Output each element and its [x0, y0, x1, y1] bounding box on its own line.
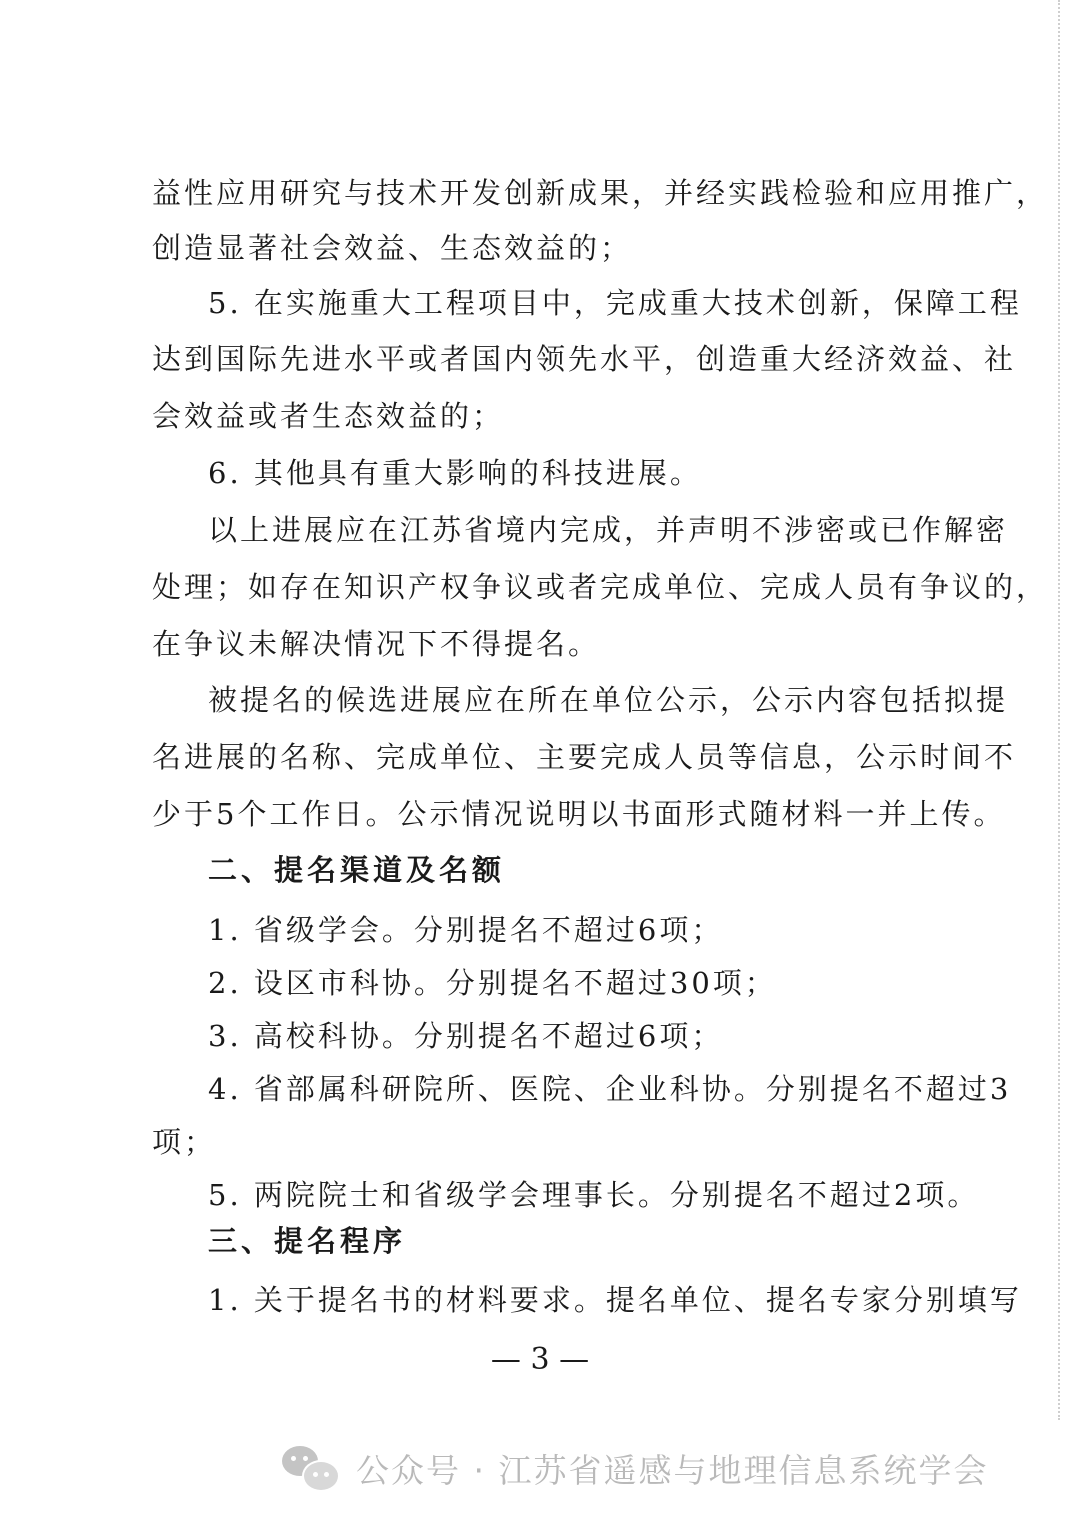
list-item-2: 2. 设区市科协。分别提名不超过30项； — [208, 966, 777, 1000]
page-edge-marks — [1058, 0, 1060, 1420]
text-line: 项； — [152, 1125, 217, 1159]
text-line: 创造显著社会效益、生态效益的； — [152, 231, 633, 265]
section-heading-2: 二、提名渠道及名额 — [208, 853, 506, 887]
list-item-3: 3. 高校科协。分别提名不超过6项； — [208, 1019, 724, 1053]
text-line: 会效益或者生态效益的； — [152, 399, 505, 433]
text-line: 少于5个工作日。公示情况说明以书面形式随材料一并上传。 — [152, 797, 1006, 831]
page-number: — 3 — — [490, 1342, 590, 1377]
watermark-text: 公众号 · 江苏省遥感与地理信息系统学会 — [356, 1450, 989, 1490]
wechat-icon — [282, 1444, 340, 1492]
list-item-4: 4. 省部属科研院所、医院、企业科协。分别提名不超过3 — [208, 1072, 1012, 1106]
text-line: 益性应用研究与技术开发创新成果，并经实践检验和应用推广， — [152, 176, 1049, 210]
list-item-1b: 1. 关于提名书的材料要求。提名单位、提名专家分别填写 — [208, 1283, 1022, 1317]
text-line: 在争议未解决情况下不得提名。 — [152, 627, 601, 661]
text-line: 达到国际先进水平或者国内领先水平，创造重大经济效益、社 — [152, 342, 1017, 376]
paragraph-start: 被提名的候选进展应在所在单位公示，公示内容包括拟提 — [208, 683, 1009, 717]
text-line: 名进展的名称、完成单位、主要完成人员等信息，公示时间不 — [152, 740, 1017, 774]
list-item-1: 1. 省级学会。分别提名不超过6项； — [208, 913, 724, 947]
section-heading-3: 三、提名程序 — [208, 1224, 407, 1258]
text-line: 处理；如存在知识产权争议或者完成单位、完成人员有争议的， — [152, 570, 1049, 604]
list-item-5: 5. 在实施重大工程项目中，完成重大技术创新，保障工程 — [208, 286, 1022, 320]
paragraph-start: 以上进展应在江苏省境内完成，并声明不涉密或已作解密 — [208, 513, 1009, 547]
list-item-5b: 5. 两院院士和省级学会理事长。分别提名不超过2项。 — [208, 1178, 980, 1212]
watermark — [282, 1436, 988, 1500]
list-item-6: 6. 其他具有重大影响的科技进展。 — [208, 456, 702, 490]
